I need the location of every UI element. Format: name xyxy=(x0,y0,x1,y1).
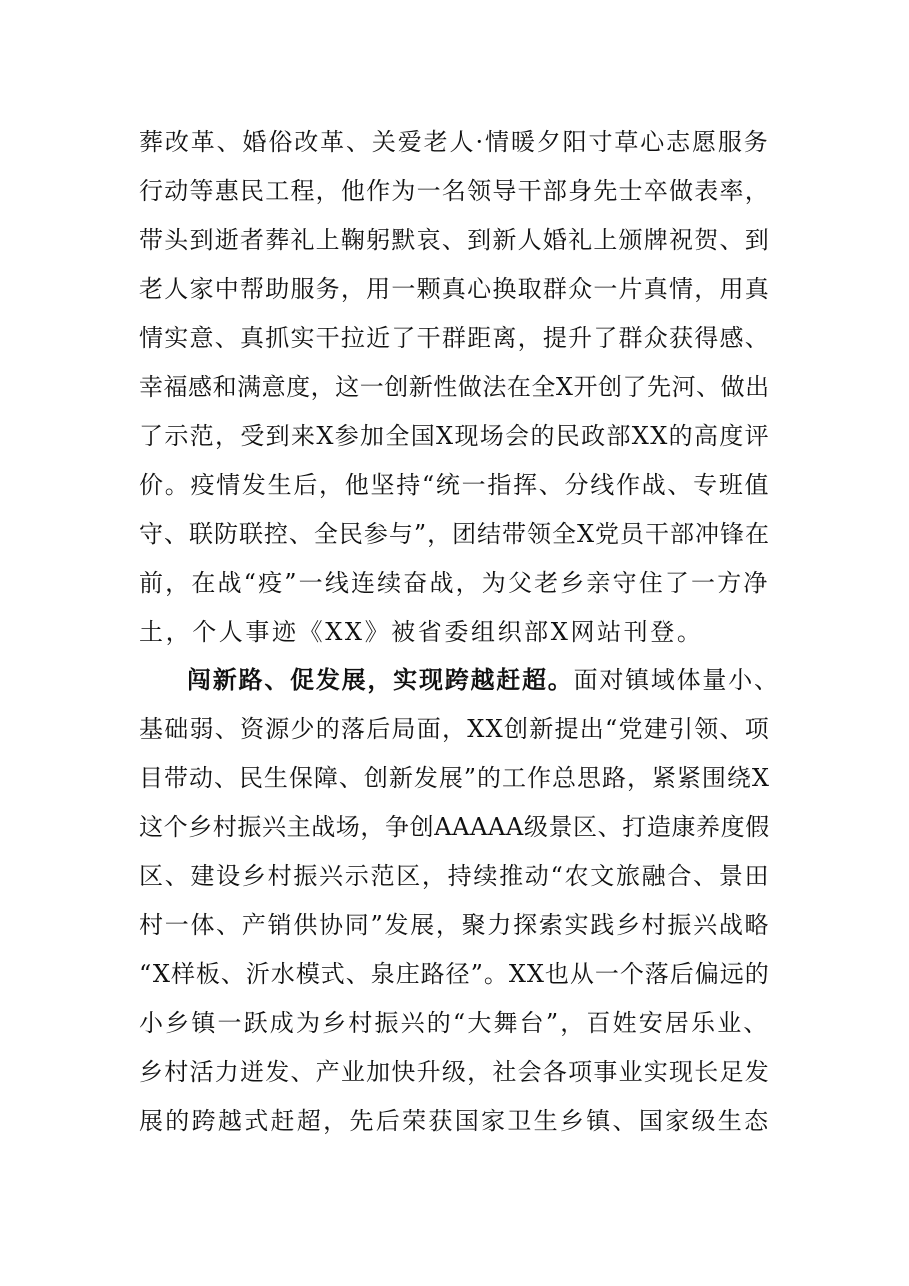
paragraph-line: 行动等惠民工程，他作为一名领导干部身先士卒做表率， xyxy=(139,177,770,205)
paragraph-line: 情实意、真抓实干拉近了干群距离，提升了群众获得感、 xyxy=(139,324,770,352)
paragraph-line: 小乡镇一跃成为乡村振兴的“大舞台”，百姓安居乐业、 xyxy=(139,1009,770,1037)
paragraph-line: 守、联防联控、全民参与”，团结带领全X党员干部冲锋在 xyxy=(139,520,770,548)
paragraph-line: “X样板、沂水模式、泉庄路径”。XX也从一个落后偏远的 xyxy=(139,960,770,988)
paragraph-line: 区、建设乡村振兴示范区，持续推动“农文旅融合、景田 xyxy=(139,862,771,890)
paragraph-first-line xyxy=(187,656,780,704)
paragraph-line: 这个乡村振兴主战场，争创AAAAA级景区、打造康养度假 xyxy=(139,813,770,841)
paragraph-heading: 闯新路、促发展，实现跨越赶超。 xyxy=(187,665,574,694)
paragraph-first-line-text: 面对镇域体量小、 xyxy=(573,666,780,694)
paragraph-line: 幸福感和满意度，这一创新性做法在全X开创了先河、做出 xyxy=(139,373,770,401)
paragraph-line: 葬改革、婚俗改革、关爱老人·情暖夕阳寸草心志愿服务 xyxy=(139,128,770,156)
paragraph-line: 基础弱、资源少的落后局面，XX创新提出“党建引领、项 xyxy=(139,715,771,743)
paragraph-line: 土，个人事迹《XX》被省委组织部X网站刊登。 xyxy=(139,618,704,646)
paragraph-line: 了示范，受到来X参加全国X现场会的民政部XX的高度评 xyxy=(139,422,770,450)
paragraph-line: 价。疫情发生后，他坚持“统一指挥、分线作战、专班值 xyxy=(139,471,771,499)
paragraph-line: 老人家中帮助服务，用一颗真心换取群众一片真情，用真 xyxy=(139,275,770,303)
paragraph-line: 前，在战“疫”一线连续奋战，为父老乡亲守住了一方净 xyxy=(139,569,770,597)
paragraph-line: 村一体、产销供协同”发展，聚力探索实践乡村振兴战略 xyxy=(139,911,771,939)
paragraph-line: 目带动、民生保障、创新发展”的工作总思路，紧紧围绕X xyxy=(139,764,770,792)
paragraph-line: 乡村活力迸发、产业加快升级，社会各项事业实现长足发 xyxy=(139,1058,770,1086)
paragraph-line: 展的跨越式赶超，先后荣获国家卫生乡镇、国家级生态 xyxy=(139,1107,771,1135)
paragraph-line: 带头到逝者葬礼上鞠躬默哀、到新人婚礼上颁牌祝贺、到 xyxy=(139,226,770,254)
